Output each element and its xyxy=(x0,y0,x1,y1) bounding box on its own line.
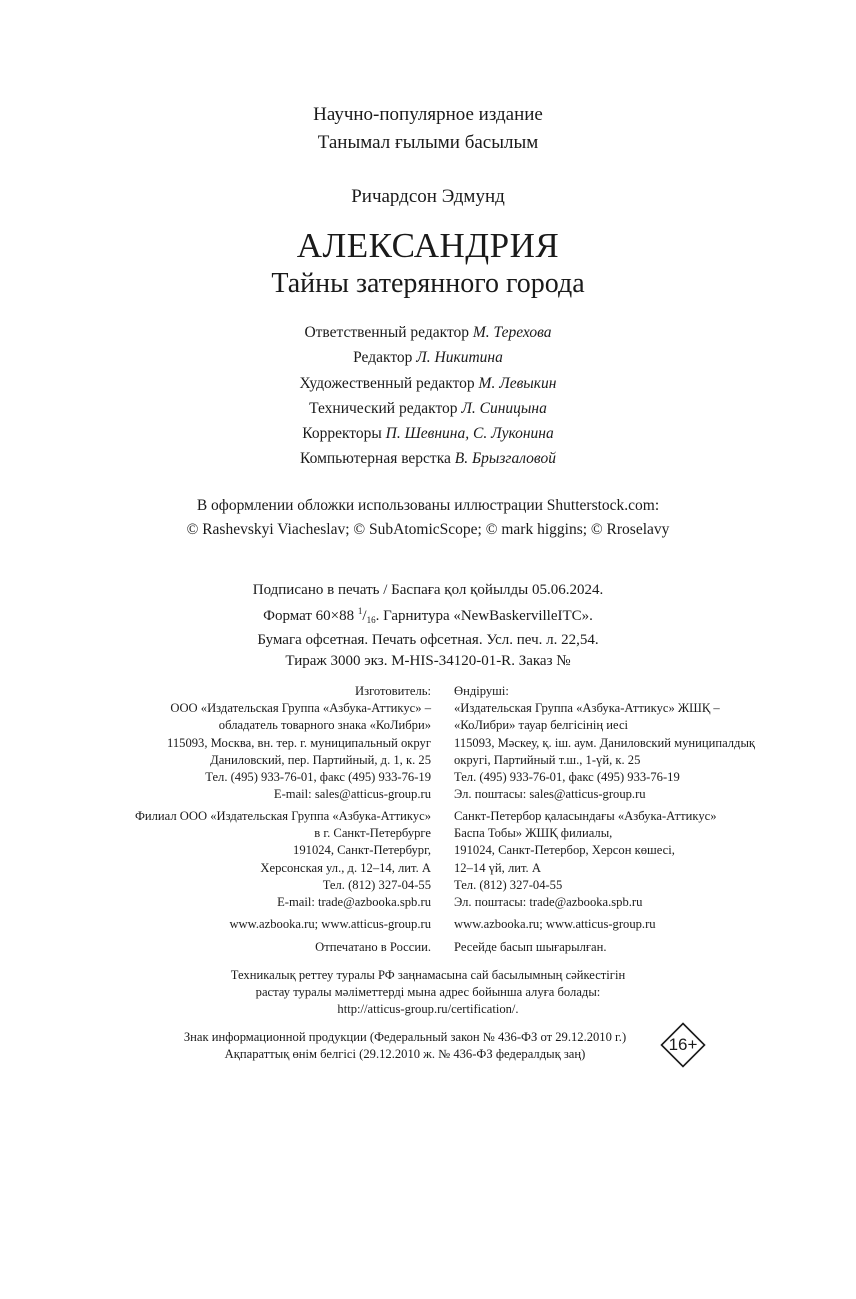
branch-ru-line: Тел. (812) 327-04-55 xyxy=(322,877,431,892)
staff-role: Ответственный редактор xyxy=(304,324,470,341)
manufacturer-kz-line: «Издательская Группа «Азбука-Аттикус» ЖШҚ – xyxy=(454,701,720,716)
format-slash: / xyxy=(362,607,367,624)
staff-name: В. Брызгаловой xyxy=(454,450,556,468)
cover-credits xyxy=(0,494,856,542)
manufacturer-kz xyxy=(454,683,755,803)
websites-ru: www.azbooka.ru; www.atticus-group.ru xyxy=(229,917,431,931)
print-info xyxy=(0,580,856,671)
staff-line xyxy=(0,345,856,370)
branch-ru-line: Филиал ООО «Издательская Группа «Азбука-Аттикус» xyxy=(134,809,431,823)
manufacturer-kz-line: «КоЛибри» тауар белгісінің иесі xyxy=(454,718,629,733)
cover-credits-line: © Rashevskyi Viacheslav; © SubAtomicScope; © mark higgins; © Rroselavy xyxy=(186,521,670,538)
age-rating-label: 16+ xyxy=(668,1035,698,1054)
branch-kz-line: 12–14 үй, лит. А xyxy=(454,860,541,875)
certification-line: http://atticus-group.ru/certification/. xyxy=(337,1002,519,1017)
branch-kz-line: 191024, Санкт-Петербор, Херсон көшесі, xyxy=(454,843,675,858)
age-rating-badge xyxy=(660,1022,706,1068)
manufacturer-kz-line: Тел. (495) 933-76-01, факс (495) 933-76-19 xyxy=(454,770,680,785)
branch-kz-line: Тел. (812) 327-04-55 xyxy=(454,877,563,892)
branch-kz-line: Санкт-Петербор қаласындағы «Азбука-Аттикус» xyxy=(454,809,717,823)
book-subtitle: Тайны затерянного города xyxy=(271,268,585,299)
paper-line: Бумага офсетная. Печать офсетная. Усл. печ. л. 22,54. xyxy=(257,632,599,648)
format-suffix: . Гарнитура «NewBaskervilleITC». xyxy=(375,607,593,624)
info-sign-line-ru: Знак информационной продукции (Федеральный закон № 436-ФЗ от 29.12.2010 г.) xyxy=(183,1030,627,1044)
branch-ru-line: E-mail: trade@azbooka.spb.ru xyxy=(277,895,431,910)
run-line: Тираж 3000 экз. M-HIS-34120-01-R. Заказ № xyxy=(285,652,571,669)
edition-type-kz: Танымал ғылыми басылым xyxy=(317,132,539,153)
branch-kz xyxy=(454,808,717,911)
certification-note xyxy=(0,967,856,1019)
staff-line xyxy=(0,396,856,421)
manufacturer-kz-line: Эл. поштасы: sales@atticus-group.ru xyxy=(454,787,646,802)
staff-role: Редактор xyxy=(353,349,413,367)
edition-type xyxy=(0,101,856,157)
manufacturer-kz-line: округі, Партийный т.ш., 1-үй, к. 25 xyxy=(454,752,641,767)
cover-credits-line: В оформлении обложки использованы иллюстрации Shutterstock.com: xyxy=(196,497,660,514)
staff-role: Художественный редактор xyxy=(299,374,475,392)
book-title: АЛЕКСАНДРИЯ xyxy=(296,226,560,265)
staff-name: П. Шевнина, С. Луконина xyxy=(385,425,554,443)
manufacturer-ru-line: ООО «Издательская Группа «Азбука-Аттикус» – xyxy=(170,701,431,716)
staff-line xyxy=(0,421,856,446)
manufacturer-ru-line: 115093, Москва, вн. тер. г. муниципальный округ xyxy=(167,735,431,750)
info-sign-line-kz: Ақпараттық өнім белгісі (29.12.2010 ж. № 436-ФЗ федералдық заң) xyxy=(224,1047,586,1062)
manufacturer-kz-line: 115093, Мәскеу, қ. іш. аум. Даниловский муниципалдық xyxy=(454,735,756,750)
manufacturer-ru-line: Тел. (495) 933-76-01, факс (495) 933-76-19 xyxy=(205,770,431,785)
branch-ru-line: Херсонская ул., д. 12–14, лит. А xyxy=(260,860,431,875)
info-sign-text xyxy=(160,1029,650,1063)
branch-ru-line: 191024, Санкт-Петербург, xyxy=(293,843,431,858)
staff-name: Л. Синицына xyxy=(461,399,547,417)
format-denominator: 16 xyxy=(366,614,376,625)
branch-kz-line: Баспа Тобы» ЖШҚ филиалы, xyxy=(454,826,613,841)
edition-type-ru: Научно-популярное издание xyxy=(313,104,543,125)
printed-in-kz: Ресейде басып шығарылған. xyxy=(454,940,607,954)
signed-line: Подписано в печать / Баспаға қол қойылды 05.06.2024. xyxy=(252,582,604,598)
staff-line xyxy=(0,371,856,396)
manufacturer-ru xyxy=(167,683,431,803)
manufacturer-kz-line: Өндіруші: xyxy=(454,684,509,698)
certification-line: Техникалық реттеу туралы РФ заңнамасына сай басылымның сәйкестігін xyxy=(230,968,626,982)
certification-line: растау туралы мәліметтерді мына адрес бойынша алуға болады: xyxy=(255,985,601,1000)
staff-role: Технический редактор xyxy=(309,399,458,417)
staff-line xyxy=(0,320,856,345)
format-prefix: Формат 60×88 xyxy=(263,607,355,624)
branch-ru xyxy=(135,808,431,911)
staff-role: Компьютерная верстка xyxy=(300,450,451,468)
websites-kz: www.azbooka.ru; www.atticus-group.ru xyxy=(454,917,656,931)
staff-role: Корректоры xyxy=(302,425,382,443)
manufacturer-ru-line: Изготовитель: xyxy=(355,684,431,698)
staff-list xyxy=(0,320,856,472)
format-line xyxy=(0,601,856,631)
author-name: Ричардсон Эдмунд xyxy=(351,186,505,207)
staff-name: М. Левыкин xyxy=(478,374,557,392)
staff-name: М. Терехова xyxy=(472,324,552,341)
staff-line xyxy=(0,446,856,471)
branch-kz-line: Эл. поштасы: trade@azbooka.spb.ru xyxy=(454,895,643,910)
manufacturer-ru-line: E-mail: sales@atticus-group.ru xyxy=(273,787,431,802)
branch-ru-line: в г. Санкт-Петербурге xyxy=(314,826,431,841)
format-numerator: 1 xyxy=(357,605,363,616)
staff-name: Л. Никитина xyxy=(416,349,503,367)
manufacturer-ru-line: Даниловский, пер. Партийный, д. 1, к. 25 xyxy=(210,752,431,767)
printed-in-ru: Отпечатано в России. xyxy=(315,940,431,954)
manufacturer-ru-line: обладатель товарного знака «КоЛибри» xyxy=(218,718,431,733)
